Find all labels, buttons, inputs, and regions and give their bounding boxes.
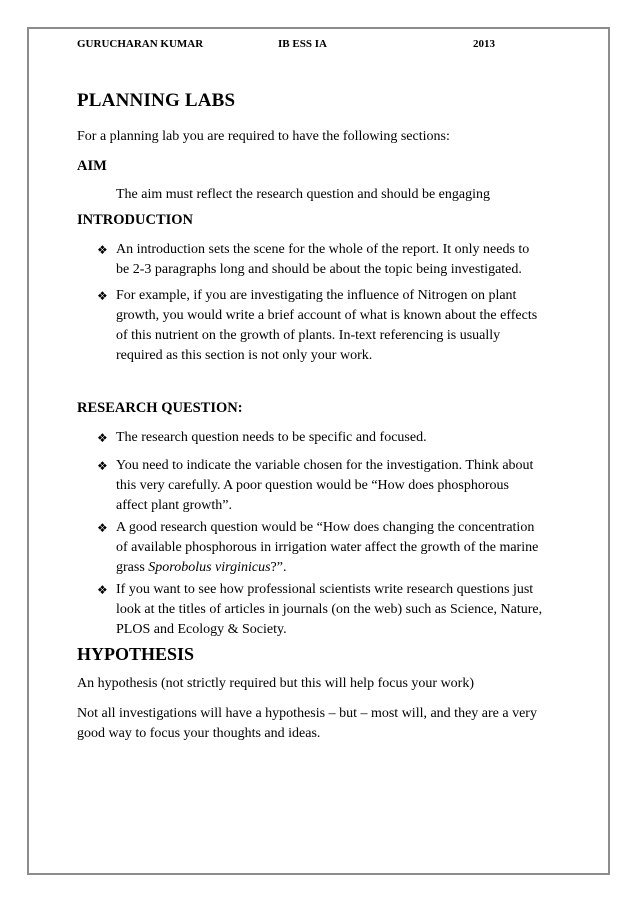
header-course: IB ESS IA bbox=[278, 38, 327, 50]
hypothesis-paragraph-1: An hypothesis (not strictly required but this will help focus your work) bbox=[77, 676, 474, 691]
aim-heading: AIM bbox=[77, 158, 107, 174]
research-question-bullet-2 bbox=[97, 456, 577, 516]
page-title: PLANNING LABS bbox=[77, 90, 236, 111]
research-question-bullet-3 bbox=[97, 518, 577, 578]
bullet-line: affect plant growth”. bbox=[116, 498, 232, 513]
bullet-line: You need to indicate the variable chosen for the investigation. Think about bbox=[116, 458, 534, 473]
hypothesis-paragraph-2 bbox=[77, 704, 577, 744]
bullet-line: of this nutrient on the growth of plants. In-text referencing is usually bbox=[116, 328, 501, 343]
bullet-line: The research question needs to be specific and focused. bbox=[116, 430, 427, 445]
bullet-line: required as this section is not only your work. bbox=[116, 348, 373, 363]
paragraph-line: good way to focus your thoughts and ideas. bbox=[77, 726, 321, 741]
diamond-bullet-icon: ❖ bbox=[97, 289, 108, 303]
diamond-bullet-icon: ❖ bbox=[97, 459, 108, 473]
bullet-line: PLOS and Ecology & Society. bbox=[116, 622, 287, 637]
bullet-line: look at the titles of articles in journals (on the web) such as Science, Nature, bbox=[116, 602, 543, 617]
species-name: Sporobolus virginicus bbox=[148, 560, 271, 575]
page-border bbox=[27, 27, 610, 875]
bullet-line bbox=[116, 558, 577, 578]
introduction-bullet-1 bbox=[97, 240, 577, 280]
research-question-bullet-1 bbox=[97, 428, 577, 448]
hypothesis-heading: HYPOTHESIS bbox=[77, 644, 195, 664]
diamond-bullet-icon: ❖ bbox=[97, 431, 108, 445]
bullet-line: For example, if you are investigating the influence of Nitrogen on plant bbox=[116, 288, 517, 303]
bullet-text: ?”. bbox=[270, 560, 287, 575]
diamond-bullet-icon: ❖ bbox=[97, 521, 108, 535]
bullet-text: grass bbox=[116, 560, 149, 575]
header-year: 2013 bbox=[473, 38, 495, 50]
introduction-heading: INTRODUCTION bbox=[77, 212, 194, 228]
bullet-line: A good research question would be “How does changing the concentration bbox=[116, 520, 535, 535]
header-author: GURUCHARAN KUMAR bbox=[77, 38, 204, 50]
aim-text: The aim must reflect the research question and should be engaging bbox=[116, 187, 490, 202]
bullet-line: of available phosphorous in irrigation water affect the growth of the marine bbox=[116, 540, 539, 555]
research-question-bullet-4 bbox=[97, 580, 577, 640]
paragraph-line: Not all investigations will have a hypothesis – but – most will, and they are a very bbox=[77, 706, 537, 721]
research-question-heading: RESEARCH QUESTION: bbox=[77, 400, 243, 416]
diamond-bullet-icon: ❖ bbox=[97, 243, 108, 257]
bullet-line: be 2-3 paragraphs long and should be about the topic being investigated. bbox=[116, 262, 522, 277]
bullet-line: An introduction sets the scene for the whole of the report. It only needs to bbox=[116, 242, 530, 257]
intro-text: For a planning lab you are required to have the following sections: bbox=[77, 129, 450, 144]
diamond-bullet-icon: ❖ bbox=[97, 583, 108, 597]
bullet-line: this very carefully. A poor question would be “How does phosphorous bbox=[116, 478, 509, 493]
bullet-line: If you want to see how professional scientists write research questions just bbox=[116, 582, 534, 597]
introduction-bullet-2 bbox=[97, 286, 577, 366]
bullet-line: growth, you would write a brief account of what is known about the effects bbox=[116, 308, 538, 323]
